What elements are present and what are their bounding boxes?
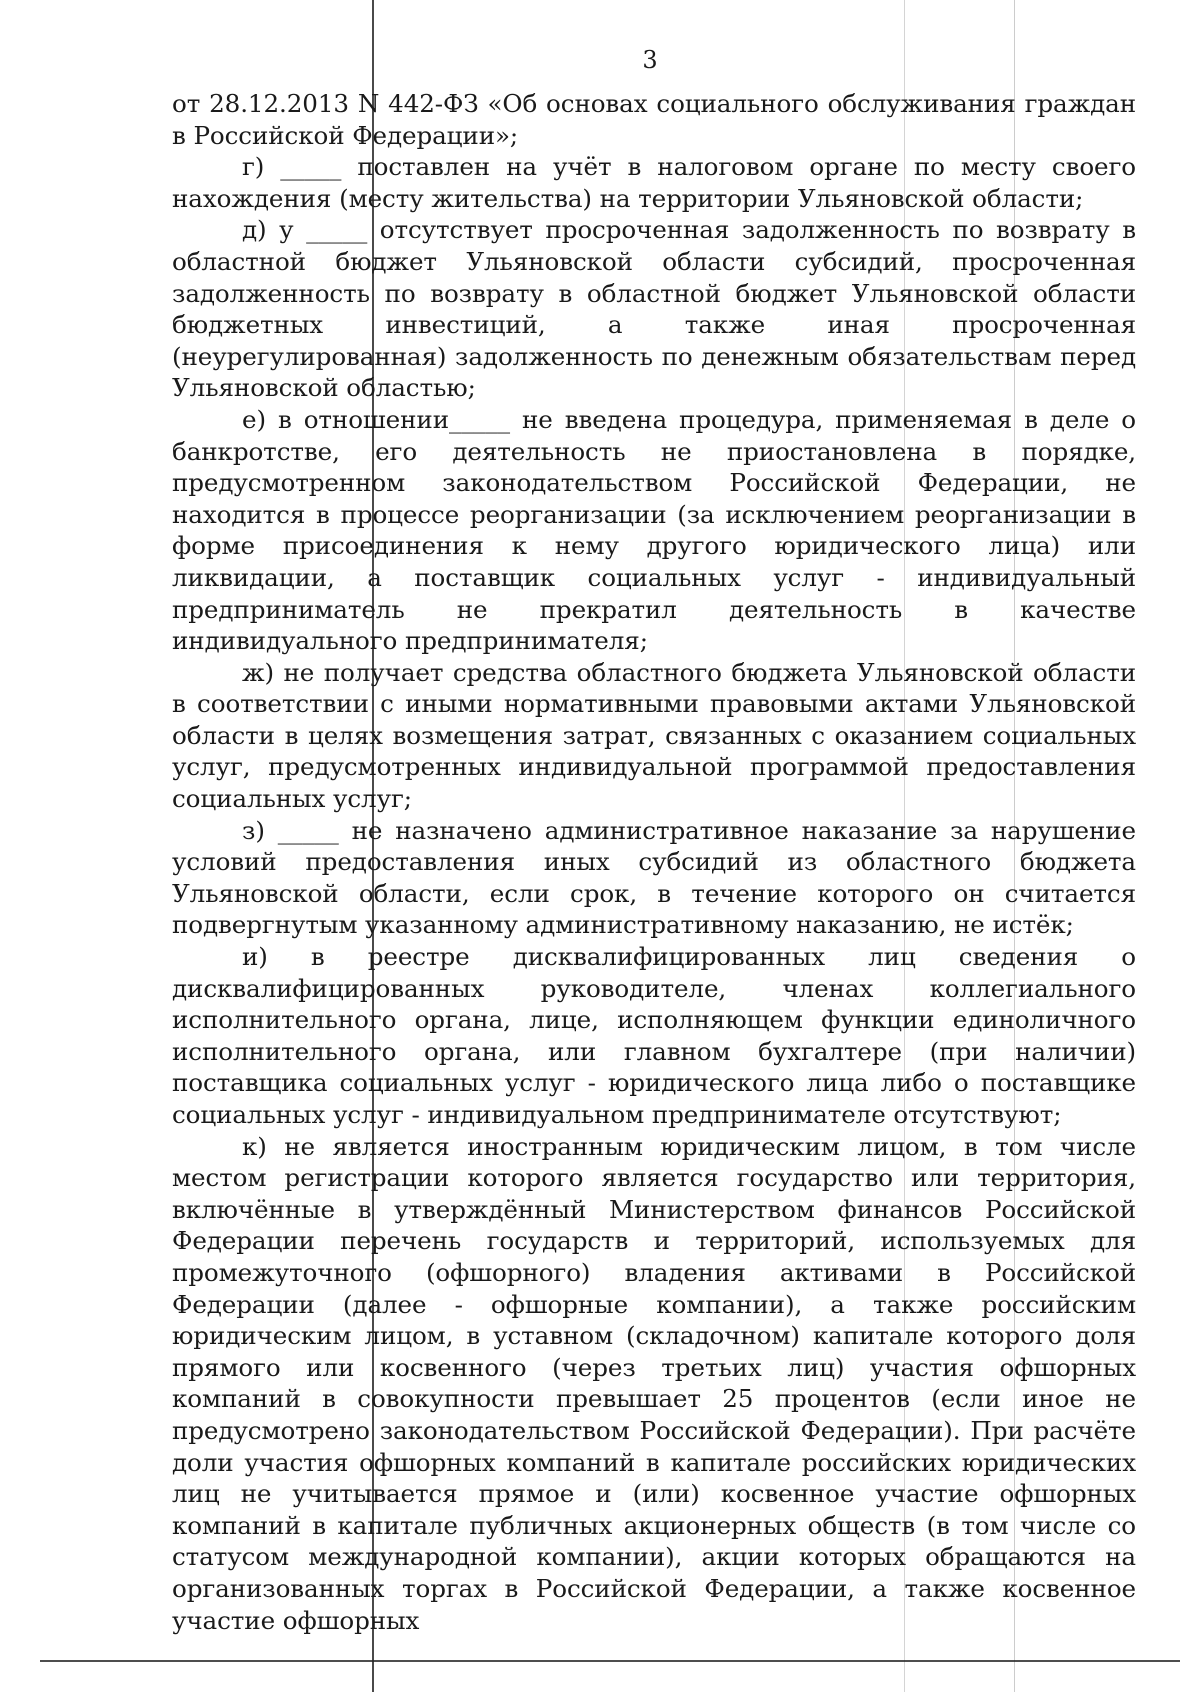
paragraph-z: з) _____ не назначено административное наказание за нарушение условий предоставления иных субсидий из областного бюджета Ульяновской области, если срок, в течение которого он считается подвергнутым указанному административному наказанию, не истёк; <box>172 815 1136 940</box>
paragraph-e: е) в отношении_____ не введена процедура, применяемая в деле о банкротстве, его деятельность не приостановлена в порядке, предусмотренном законодательством Российской Федерации, не находится в процессе реорганизации (за исключением реорганизации в форме присоединения к нему другого юридического лица) или ликвидации, а поставщик социальных услуг - индивидуальный предприниматель не прекратил деятельность в качестве индивидуального предпринимателя; <box>172 404 1136 656</box>
paragraph-i: и) в реестре дисквалифицированных лиц сведения о дисквалифицированных руководителе, членах коллегиального исполнительного органа, лице, исполняющем функции единоличного исполнительного органа, или главном бухгалтере (при наличии) поставщика социальных услуг - юридического лица либо о поставщике социальных услуг - индивидуальном предпринимателе отсутствуют; <box>172 942 1136 1129</box>
paragraph-k: к) не является иностранным юридическим лицом, в том числе местом регистрации которого является государство или территория, включённые в утверждённый Министерством финансов Российской Федерации перечень государств и территорий, используемых для промежуточного (офшорного) владения активами в Российской Федерации (далее - офшорные компании), а также российским юридическим лицом, в уставном (складочном) капитале которого доля прямого или косвенного (через третьих лиц) участия офшорных компаний в совокупности превышает 25 процентов (если иное не предусмотрено законодательством Российской Федерации). При расчёте доли участия офшорных компаний в капитале российских юридических лиц не учитывается прямое и (или) косвенное участие офшорных компаний в капитале публичных акционерных обществ (в том числе со статусом международной компании), акции которых обращаются на организованных торгах в Российской Федерации, а также косвенное участие офшорных <box>172 1131 1136 1635</box>
page-number: 3 <box>642 46 658 74</box>
paragraph-g: г) _____ поставлен на учёт в налоговом органе по месту своего нахождения (месту жительства) на территории Ульяновской области; <box>172 152 1136 213</box>
document-body <box>172 88 1136 1636</box>
paragraph-zh: ж) не получает средства областного бюджета Ульяновской области в соответствии с иными нормативными правовыми актами Ульяновской области в целях возмещения затрат, связанных с оказанием социальных услуг, предусмотренных индивидуальной программой предоставления социальных услуг; <box>172 657 1136 814</box>
paragraph-d: д) у _____ отсутствует просроченная задолженность по возврату в областной бюджет Ульяновской области субсидий, просроченная задолженность по возврату в областной бюджет Ульяновской области бюджетных инвестиций, а также иная просроченная (неурегулированная) задолженность по денежным обязательствам перед Ульяновской областью; <box>172 215 1136 403</box>
paragraph-intro: от 28.12.2013 N 442-ФЗ «Об основах социального обслуживания граждан в Российской Федерации»; <box>172 89 1136 150</box>
scan-artifact-bottom-edge <box>40 1660 1180 1662</box>
